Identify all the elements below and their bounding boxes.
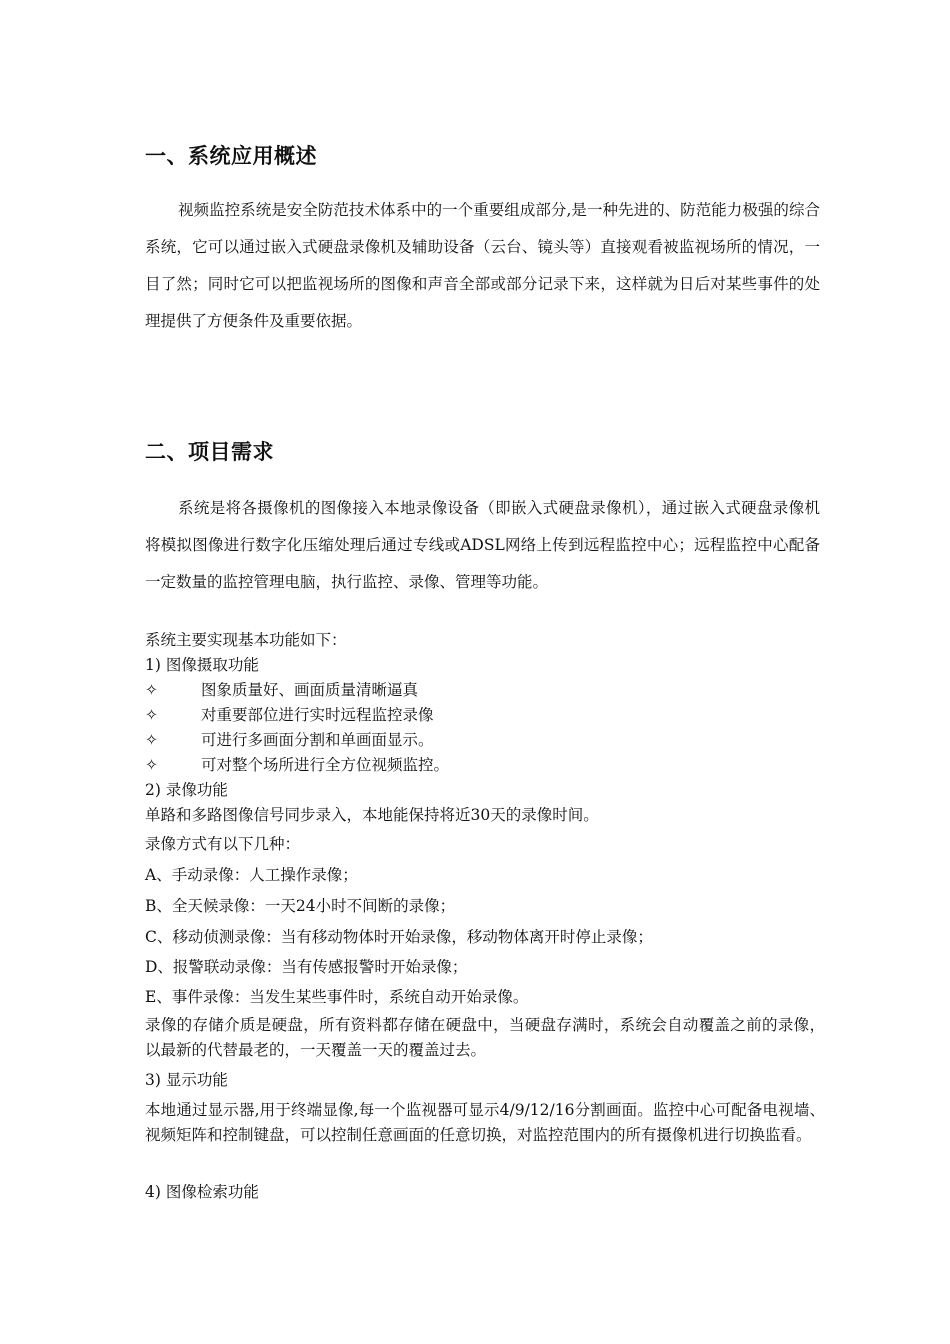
storage-paragraph: 录像的存储介质是硬盘，所有资料都存储在硬盘中，当硬盘存满时，系统会自动覆盖之前的录像，以最新的代替最老的，一天覆盖一天的覆盖过去。 — [145, 1016, 825, 1059]
bullet-text: 图象质量好、画面质量清晰逼真 — [201, 681, 419, 699]
recording-duration: 单路和多路图像信号同步录入，本地能保持将近30天的录像时间。 — [145, 806, 599, 824]
section-2-paragraph: 系统是将各摄像机的图像接入本地录像设备（即嵌入式硬盘录像机），通过嵌入式硬盘录像机将模拟图像进行数字化压缩处理后通过专线或ADSL网络上传到远程监控中心；远程监控中心配备一定数量的监控管理电脑，执行监控、录像、管理等功能。 — [145, 499, 820, 591]
section-1-heading: 一、系统应用概述 — [145, 144, 317, 168]
recording-mode-item: E、事件录像：当发生某些事件时，系统自动开始录像。 — [145, 988, 529, 1006]
bullet-text: 可进行多画面分割和单画面显示。 — [201, 731, 434, 749]
recording-mode-item: B、全天候录像：一天24小时不间断的录像； — [145, 897, 456, 915]
function-4-title: 4) 图像检索功能 — [145, 1183, 259, 1201]
bullet-item — [145, 753, 449, 775]
bullet-text: 可对整个场所进行全方位视频监控。 — [201, 756, 450, 774]
function-3-title: 3) 显示功能 — [145, 1071, 228, 1089]
bullet-item — [145, 703, 434, 725]
section-1-paragraph: 视频监控系统是安全防范技术体系中的一个重要组成部分,是一种先进的、防范能力极强的综合系统，它可以通过嵌入式硬盘录像机及辅助设备（云台、镜头等）直接观看被监视场所的情况，一目了然；同时它可以把监视场所的图像和声音全部或部分记录下来，这样就为日后对某些事件的处理提供了方便条件及重要依据。 — [145, 201, 820, 330]
recording-mode-item: C、移动侦测录像：当有移动物体时开始录像，移动物体离开时停止录像； — [145, 928, 653, 946]
recording-mode-item: D、报警联动录像：当有传感报警时开始录像； — [145, 958, 468, 976]
bullet-icon: ✧ — [145, 681, 158, 699]
bullet-icon: ✧ — [145, 756, 158, 774]
bullet-item — [145, 728, 434, 750]
function-1-title: 1) 图像摄取功能 — [145, 656, 259, 674]
bullet-icon: ✧ — [145, 731, 158, 749]
function-2-title: 2) 录像功能 — [145, 781, 228, 799]
bullet-icon: ✧ — [145, 706, 158, 724]
recording-modes-intro: 录像方式有以下几种： — [145, 835, 301, 853]
bullet-item — [145, 678, 418, 700]
section-2-heading: 二、项目需求 — [145, 440, 274, 464]
display-paragraph: 本地通过显示器,用于终端显像,每一个监视器可显示4/9/12/16分割画面。监控中心可配备电视墙、视频矩阵和控制键盘，可以控制任意画面的任意切换，对监控范围内的所有摄像机进行切换监看。 — [145, 1101, 825, 1144]
functions-intro: 系统主要实现基本功能如下： — [145, 631, 347, 649]
bullet-text: 对重要部位进行实时远程监控录像 — [201, 706, 434, 724]
recording-mode-item: A、手动录像：人工操作录像； — [145, 866, 358, 884]
